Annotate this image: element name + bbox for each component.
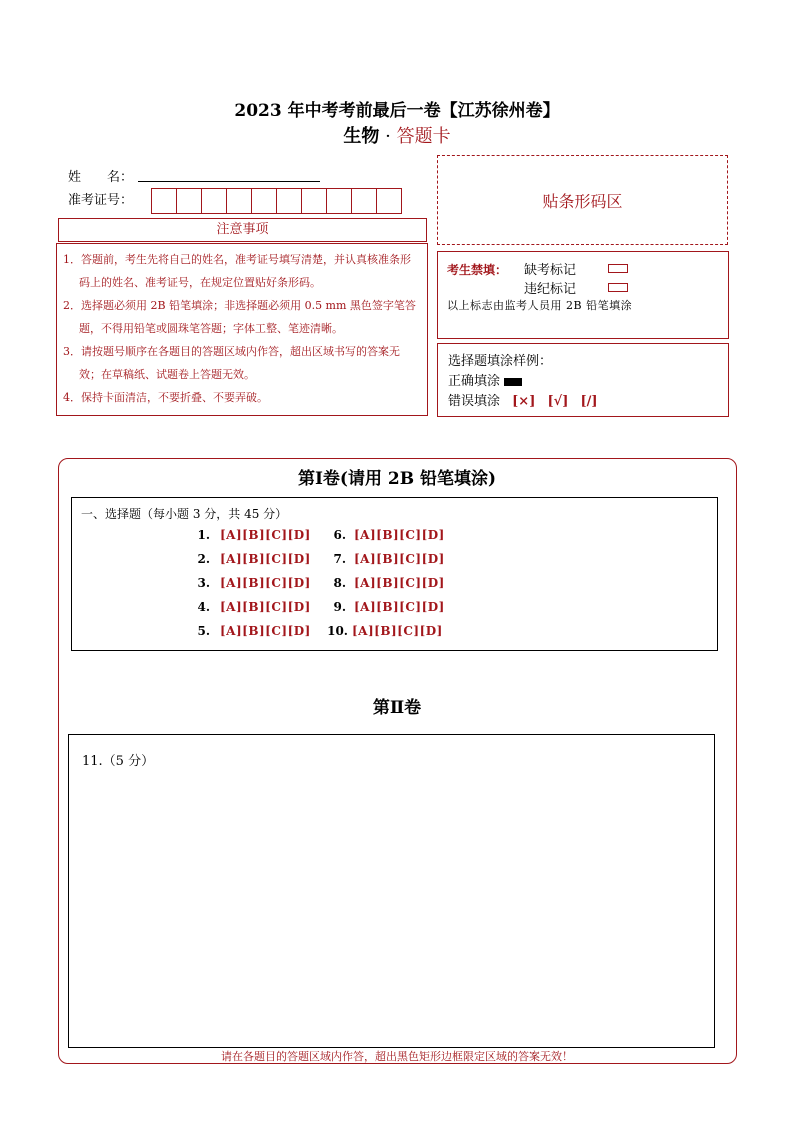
question-number: 6. [333,528,346,542]
mc-question [326,552,445,566]
section-2-title: 第Ⅱ卷 [372,698,422,718]
mc-question [190,624,311,638]
mc-question [190,528,311,542]
question-number: 9. [333,600,346,614]
notice-body [56,243,428,416]
question-number: 8. [333,576,346,590]
notice-item: 4．保持卡面清洁，不要折叠、不要弄破。 [63,391,268,404]
exam-id-box[interactable] [251,188,277,214]
barcode-area [437,155,728,245]
question-number: 7. [333,552,346,566]
card-title: 2023 年中考考前最后一卷【江苏徐州卷】 [234,101,560,121]
question-11-answer-area[interactable] [68,734,715,1048]
multiple-choice-heading: 一、选择题（每小题 3 分，共 45 分） [81,507,288,521]
answer-options[interactable]: [A][B][C][D] [220,552,311,566]
fill-sample-title: 选择题填涂样例： [448,354,553,369]
answer-options[interactable]: [A][B][C][D] [354,600,445,614]
exam-id-box[interactable] [151,188,177,214]
question-number: 10. [327,624,348,638]
absent-mark-label: 缺考标记 [524,263,577,278]
exam-id-box[interactable] [176,188,202,214]
fill-sample-box [437,343,729,417]
filled-sample-mark [504,378,522,386]
absent-mark-box[interactable] [608,264,628,273]
exam-id-box[interactable] [276,188,302,214]
exam-id-box[interactable] [326,188,352,214]
notice-item: 2．选择题必须用 2B 铅笔填涂；非选择题必须用 0.5 mm 黑色签字笔答题，不得用铅笔或圆珠笔答题；字体工整、笔迹清晰。 [63,299,416,335]
card-subtitle [0,122,794,148]
question-11-label: 11.（5 分） [82,754,155,769]
wrong-mark-check: [√] [547,394,569,409]
name-label: 姓 名： [68,170,134,185]
wrong-fill-label: 错误填涂 [448,394,501,409]
wrong-fill-row [448,392,718,412]
answer-options[interactable]: [A][B][C][D] [354,576,445,590]
answer-options[interactable]: [A][B][C][D] [220,600,311,614]
subtitle-dot: · [385,126,391,147]
notice-item: 3．请按题号顺序在各题目的答题区域内作答，超出区域书写的答案无效；在草稿纸、试题卷上答题无效。 [63,345,400,381]
exam-id-box[interactable] [201,188,227,214]
exam-marks-box [437,251,729,339]
notice-title: 注意事项 [58,218,427,242]
wrong-mark-cross: [×] [512,394,536,409]
mc-question [190,600,311,614]
exam-id-box[interactable] [376,188,402,214]
exam-id-boxes [151,188,401,214]
question-number: 2. [197,552,210,566]
question-number: 5. [197,624,210,638]
section-1-title: 第Ⅰ卷(请用 2B 铅笔填涂) [297,469,497,489]
mc-question [326,600,445,614]
answer-options[interactable]: [A][B][C][D] [354,528,445,542]
name-field[interactable] [138,180,320,182]
answer-options[interactable]: [A][B][C][D] [354,552,445,566]
exam-id-label: 准考证号： [68,193,134,208]
exam-id-box[interactable] [351,188,377,214]
notice-item: 1．答题前，考生先将自己的姓名，准考证号填写清楚，并认真核准条形码上的姓名、准考证号，在规定位置贴好条形码。 [63,253,411,289]
mc-question [326,576,445,590]
mc-question [326,624,443,638]
exam-marks-note: 以上标志由监考人员用 2B 铅笔填涂 [447,299,633,312]
question-number: 1. [197,528,210,542]
mc-question [190,552,311,566]
exam-marks-label: 考生禁填： [447,263,508,277]
footer-warning: 请在各题目的答题区域内作答，超出黑色矩形边框限定区域的答案无效！ [221,1050,573,1063]
violation-mark-box[interactable] [608,283,628,292]
answer-options[interactable]: [A][B][C][D] [220,528,311,542]
exam-id-box[interactable] [226,188,252,214]
correct-fill-label: 正确填涂 [448,374,501,389]
subject-label: 生物 [343,126,380,147]
answer-options[interactable]: [A][B][C][D] [220,624,311,638]
wrong-mark-slash: [/] [580,394,598,409]
question-number: 3. [197,576,210,590]
barcode-label: 贴条形码区 [542,191,623,211]
answer-card-label: 答题卡 [396,126,451,147]
answer-options[interactable]: [A][B][C][D] [220,576,311,590]
violation-mark-label: 违纪标记 [524,282,577,297]
mc-question [326,528,445,542]
correct-fill-row [448,372,718,392]
question-number: 4. [197,600,210,614]
mc-question [190,576,311,590]
exam-id-box[interactable] [301,188,327,214]
answer-options[interactable]: [A][B][C][D] [352,624,443,638]
